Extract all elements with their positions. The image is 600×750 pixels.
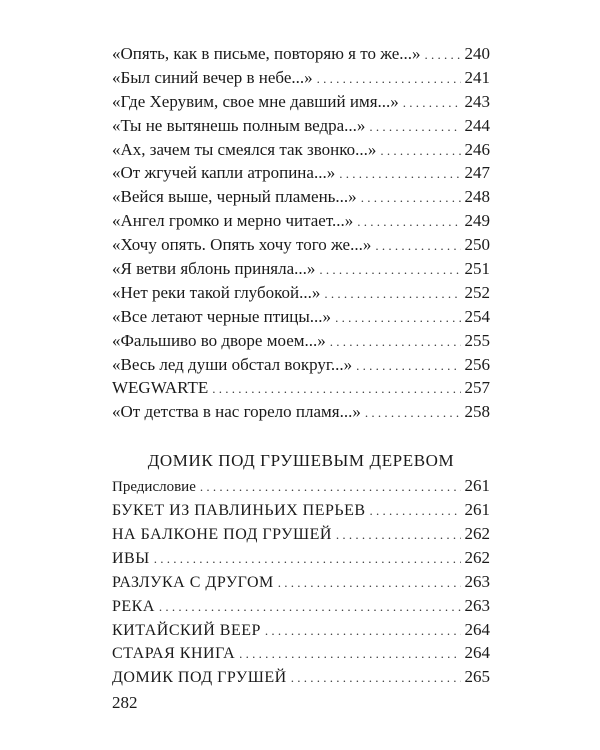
- toc-entry-page: 243: [464, 91, 490, 111]
- dot-leader: [212, 377, 460, 401]
- dot-leader: [361, 186, 461, 210]
- toc-entry-page: 256: [464, 354, 490, 374]
- toc-entry-page: 263: [464, 595, 490, 615]
- toc-entry[interactable]: [112, 570, 490, 594]
- toc-entry-page: 257: [464, 378, 490, 398]
- toc-entry-page: 258: [464, 402, 490, 422]
- toc-entry-page: 261: [464, 476, 490, 496]
- toc-entry[interactable]: [112, 90, 490, 114]
- toc-entry[interactable]: [112, 594, 490, 618]
- dot-leader: [154, 547, 461, 571]
- toc-entry-title: НА БАЛКОНЕ ПОД ГРУШЕЙ: [112, 526, 332, 544]
- toc-entry-page: 247: [464, 163, 490, 183]
- section-gap: [112, 424, 490, 448]
- toc-entry-title: «Все летают черные птицы...»: [112, 306, 332, 326]
- section-entry-list: [112, 474, 490, 689]
- dot-leader: [403, 91, 461, 115]
- toc-entry-page: 264: [464, 643, 490, 663]
- toc-entry-title: «Ты не вытянешь полным ведра...»: [112, 115, 366, 135]
- toc-entry-title: Предисловие: [112, 479, 196, 496]
- toc-entry[interactable]: [112, 281, 490, 305]
- dot-leader: [375, 234, 460, 258]
- toc-entry[interactable]: [112, 498, 490, 522]
- dot-leader: [291, 666, 461, 690]
- dot-leader: [319, 258, 460, 282]
- toc-entry[interactable]: [112, 233, 490, 257]
- toc-entry-title: БУКЕТ ИЗ ПАВЛИНЬИХ ПЕРЬЕВ: [112, 502, 366, 520]
- dot-leader: [200, 475, 461, 499]
- toc-entry[interactable]: [112, 114, 490, 138]
- toc-entry-title: «Был синий вечер в небе...»: [112, 67, 313, 87]
- toc-entry-page: 254: [464, 306, 490, 326]
- dot-leader: [336, 523, 461, 547]
- toc-entry-title: «Нет реки такой глубокой...»: [112, 282, 321, 302]
- toc-entry-title: «Фальшиво во дворе моем...»: [112, 330, 326, 350]
- toc-entry-title: ИВЫ: [112, 549, 150, 567]
- dot-leader: [317, 67, 461, 91]
- toc-entry-page: 265: [464, 667, 490, 687]
- toc-entry-title: «Ах, зачем ты смеялся так звонко...»: [112, 139, 377, 159]
- toc-entry-page: 263: [464, 571, 490, 591]
- toc-entry-page: 244: [464, 115, 490, 135]
- dot-leader: [159, 595, 461, 619]
- toc-entry[interactable]: [112, 400, 490, 424]
- toc-entry-page: 251: [464, 259, 490, 279]
- toc-entry[interactable]: [112, 209, 490, 233]
- toc-entry-page: 249: [464, 211, 490, 231]
- toc-entry[interactable]: [112, 522, 490, 546]
- dot-leader: [380, 139, 460, 163]
- toc-entry-page: 255: [464, 330, 490, 350]
- toc-entry-title: РЕКА: [112, 597, 155, 615]
- toc-entry-page: 262: [464, 524, 490, 544]
- toc-entry[interactable]: [112, 641, 490, 665]
- dot-leader: [356, 354, 460, 378]
- table-of-contents: [112, 42, 490, 689]
- toc-entry-page: 240: [464, 44, 490, 63]
- dot-leader: [265, 619, 461, 643]
- dot-leader: [370, 499, 461, 523]
- toc-entry-title: «От жгучей капли атропина...»: [112, 163, 336, 183]
- toc-entry-title: «Хочу опять. Опять хочу того же...»: [112, 235, 372, 255]
- dot-leader: [239, 642, 460, 666]
- toc-entry-title: «От детства в нас горело пламя...»: [112, 402, 361, 422]
- toc-entry[interactable]: [112, 305, 490, 329]
- toc-entry[interactable]: [112, 665, 490, 689]
- toc-entry-title: WEGWARTE: [112, 378, 209, 398]
- dot-leader: [330, 330, 461, 354]
- toc-entry-title: «Вейся выше, черный пламень...»: [112, 187, 357, 207]
- toc-entry-title: ДОМИК ПОД ГРУШЕЙ: [112, 669, 287, 687]
- toc-entry[interactable]: [112, 257, 490, 281]
- dot-leader: [339, 162, 460, 186]
- toc-entry-page: 248: [464, 187, 490, 207]
- toc-entry[interactable]: [112, 618, 490, 642]
- dot-leader: [335, 306, 460, 330]
- toc-entry-page: 246: [464, 139, 490, 159]
- toc-entry[interactable]: [112, 474, 490, 498]
- toc-entry[interactable]: [112, 66, 490, 90]
- toc-entry-page: 241: [464, 67, 490, 87]
- section-title: ДОМИК ПОД ГРУШЕВЫМ ДЕРЕВОМ: [147, 451, 455, 471]
- dot-leader: [357, 210, 460, 234]
- toc-entry[interactable]: [112, 329, 490, 353]
- toc-entry[interactable]: [112, 353, 490, 377]
- poem-list: [112, 42, 490, 424]
- toc-entry-page: 261: [464, 500, 490, 520]
- toc-entry[interactable]: [112, 546, 490, 570]
- dot-leader: [278, 571, 461, 595]
- dot-leader: [324, 282, 460, 306]
- toc-entry[interactable]: [112, 161, 490, 185]
- toc-entry-title: «Опять, как в письме, повторяю я то же...»: [112, 44, 421, 63]
- toc-entry-title: СТАРАЯ КНИГА: [112, 645, 236, 663]
- toc-entry[interactable]: [112, 376, 490, 400]
- toc-entry-page: 252: [464, 282, 490, 302]
- toc-entry-title: КИТАЙСКИЙ ВЕЕР: [112, 621, 261, 639]
- dot-leader: [369, 115, 460, 139]
- toc-entry[interactable]: [112, 185, 490, 209]
- page-number: 282: [112, 693, 138, 712]
- dot-leader: [365, 401, 461, 425]
- dot-leader: [425, 43, 461, 67]
- toc-entry[interactable]: [112, 138, 490, 162]
- toc-entry-title: «Где Херувим, свое мне давший имя...»: [112, 91, 399, 111]
- toc-entry-page: 262: [464, 547, 490, 567]
- toc-entry-title: «Я ветви яблонь приняла...»: [112, 259, 316, 279]
- toc-entry[interactable]: [112, 42, 490, 66]
- toc-entry-title: «Весь лед души обстал вокруг...»: [112, 354, 353, 374]
- toc-entry-title: «Ангел громко и мерно читает...»: [112, 211, 354, 231]
- toc-entry-page: 264: [464, 619, 490, 639]
- toc-entry-title: РАЗЛУКА С ДРУГОМ: [112, 573, 274, 591]
- toc-entry-page: 250: [464, 235, 490, 255]
